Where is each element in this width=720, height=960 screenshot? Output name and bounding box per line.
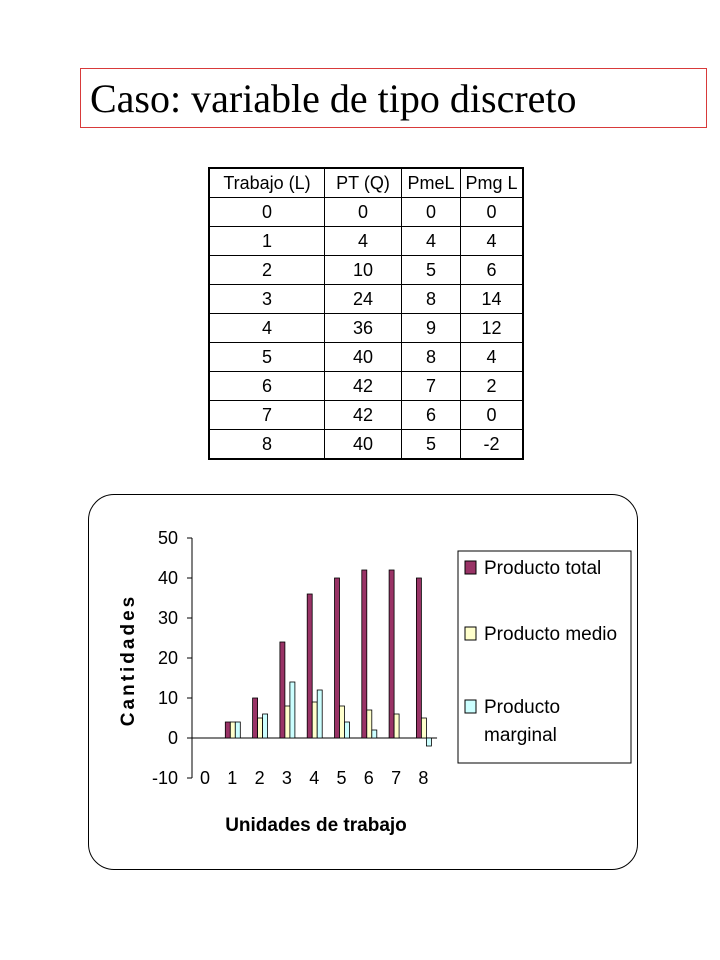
header-trabajo: Trabajo (L): [209, 168, 325, 198]
table-cell: 0: [461, 198, 524, 227]
y-tick-label: 0: [167, 728, 178, 748]
bar: [312, 702, 317, 738]
table-cell: 36: [325, 314, 402, 343]
x-tick-label: 8: [418, 768, 429, 788]
table-cell: 6: [402, 401, 461, 430]
table-cell: 4: [209, 314, 325, 343]
table-row: [209, 372, 523, 401]
table-cell: 40: [325, 430, 402, 460]
bar: [367, 710, 372, 738]
y-tick-label: 30: [157, 608, 178, 628]
table-row: [209, 198, 523, 227]
table-cell: 4: [461, 227, 524, 256]
table-cell: 1: [209, 227, 325, 256]
bar: [362, 570, 367, 738]
table-cell: 24: [325, 285, 402, 314]
chart-frame: [88, 494, 638, 870]
table-row: [209, 285, 523, 314]
table-header-row: [209, 168, 523, 198]
table-cell: 0: [209, 198, 325, 227]
table-cell: 42: [325, 372, 402, 401]
bar: [389, 570, 394, 738]
table-cell: 8: [402, 285, 461, 314]
table-cell: 4: [461, 343, 524, 372]
bar: [285, 706, 290, 738]
header-pmel: PmeL: [402, 168, 461, 198]
bar: [280, 642, 285, 738]
x-tick-label: 1: [227, 768, 238, 788]
table-cell: 7: [402, 372, 461, 401]
bar: [335, 578, 340, 738]
bar: [426, 738, 431, 746]
table-cell: -2: [461, 430, 524, 460]
x-tick-label: 5: [336, 768, 347, 788]
table-cell: 9: [402, 314, 461, 343]
x-tick-label: 7: [391, 768, 402, 788]
table-row: [209, 256, 523, 285]
bar: [225, 722, 230, 738]
header-pmg: Pmg L: [461, 168, 524, 198]
table-cell: 14: [461, 285, 524, 314]
y-tick-label: 50: [157, 528, 178, 548]
bar: [263, 714, 268, 738]
y-axis-label: Cantidades: [118, 593, 139, 727]
legend-label: Producto marginal: [484, 697, 561, 746]
table-cell: 6: [209, 372, 325, 401]
table-row: [209, 343, 523, 372]
table-cell: 4: [325, 227, 402, 256]
table-cell: 6: [461, 256, 524, 285]
table-cell: 3: [209, 285, 325, 314]
table-row: [209, 430, 523, 460]
legend-label: Producto medio: [484, 624, 618, 645]
table-cell: 12: [461, 314, 524, 343]
table-cell: 8: [209, 430, 325, 460]
title-box: [80, 68, 707, 128]
bar: [253, 698, 258, 738]
bar: [258, 718, 263, 738]
table-row: [209, 314, 523, 343]
y-tick-label: 40: [157, 568, 178, 588]
x-tick-label: 4: [309, 768, 320, 788]
table-cell: 0: [325, 198, 402, 227]
x-tick-label: 2: [254, 768, 265, 788]
table-cell: 42: [325, 401, 402, 430]
legend-swatch: [465, 700, 476, 713]
bar: [372, 730, 377, 738]
x-axis-label: Unidades de trabajo: [225, 815, 407, 836]
table-cell: 10: [325, 256, 402, 285]
bar: [394, 714, 399, 738]
table-row: [209, 227, 523, 256]
table-cell: 5: [402, 256, 461, 285]
bar: [307, 594, 312, 738]
x-tick-label: 3: [281, 768, 292, 788]
header-pt: PT (Q): [325, 168, 402, 198]
table-cell: 5: [209, 343, 325, 372]
legend-label: Producto total: [484, 558, 602, 579]
table-cell: 0: [402, 198, 461, 227]
bar: [235, 722, 240, 738]
bar: [345, 722, 350, 738]
table-cell: 2: [209, 256, 325, 285]
table-cell: 7: [209, 401, 325, 430]
page-title: Caso: variable de tipo discreto: [90, 76, 577, 121]
bar: [317, 690, 322, 738]
bar: [340, 706, 345, 738]
bar: [421, 718, 426, 738]
x-tick-label: 6: [363, 768, 374, 788]
x-tick-label: 0: [199, 768, 211, 788]
bar: [230, 722, 235, 738]
y-tick-label: -10: [151, 768, 178, 788]
bar-chart: [89, 495, 639, 871]
y-tick-label: 10: [157, 688, 178, 708]
bar: [416, 578, 421, 738]
table-cell: 0: [461, 401, 524, 430]
table-cell: 40: [325, 343, 402, 372]
y-tick-label: 20: [157, 648, 178, 668]
legend-swatch: [465, 627, 476, 640]
table-cell: 2: [461, 372, 524, 401]
table-cell: 4: [402, 227, 461, 256]
data-table: [208, 167, 524, 460]
legend-swatch: [465, 561, 476, 574]
bar: [290, 682, 295, 738]
table-row: [209, 401, 523, 430]
table-cell: 8: [402, 343, 461, 372]
table-cell: 5: [402, 430, 461, 460]
